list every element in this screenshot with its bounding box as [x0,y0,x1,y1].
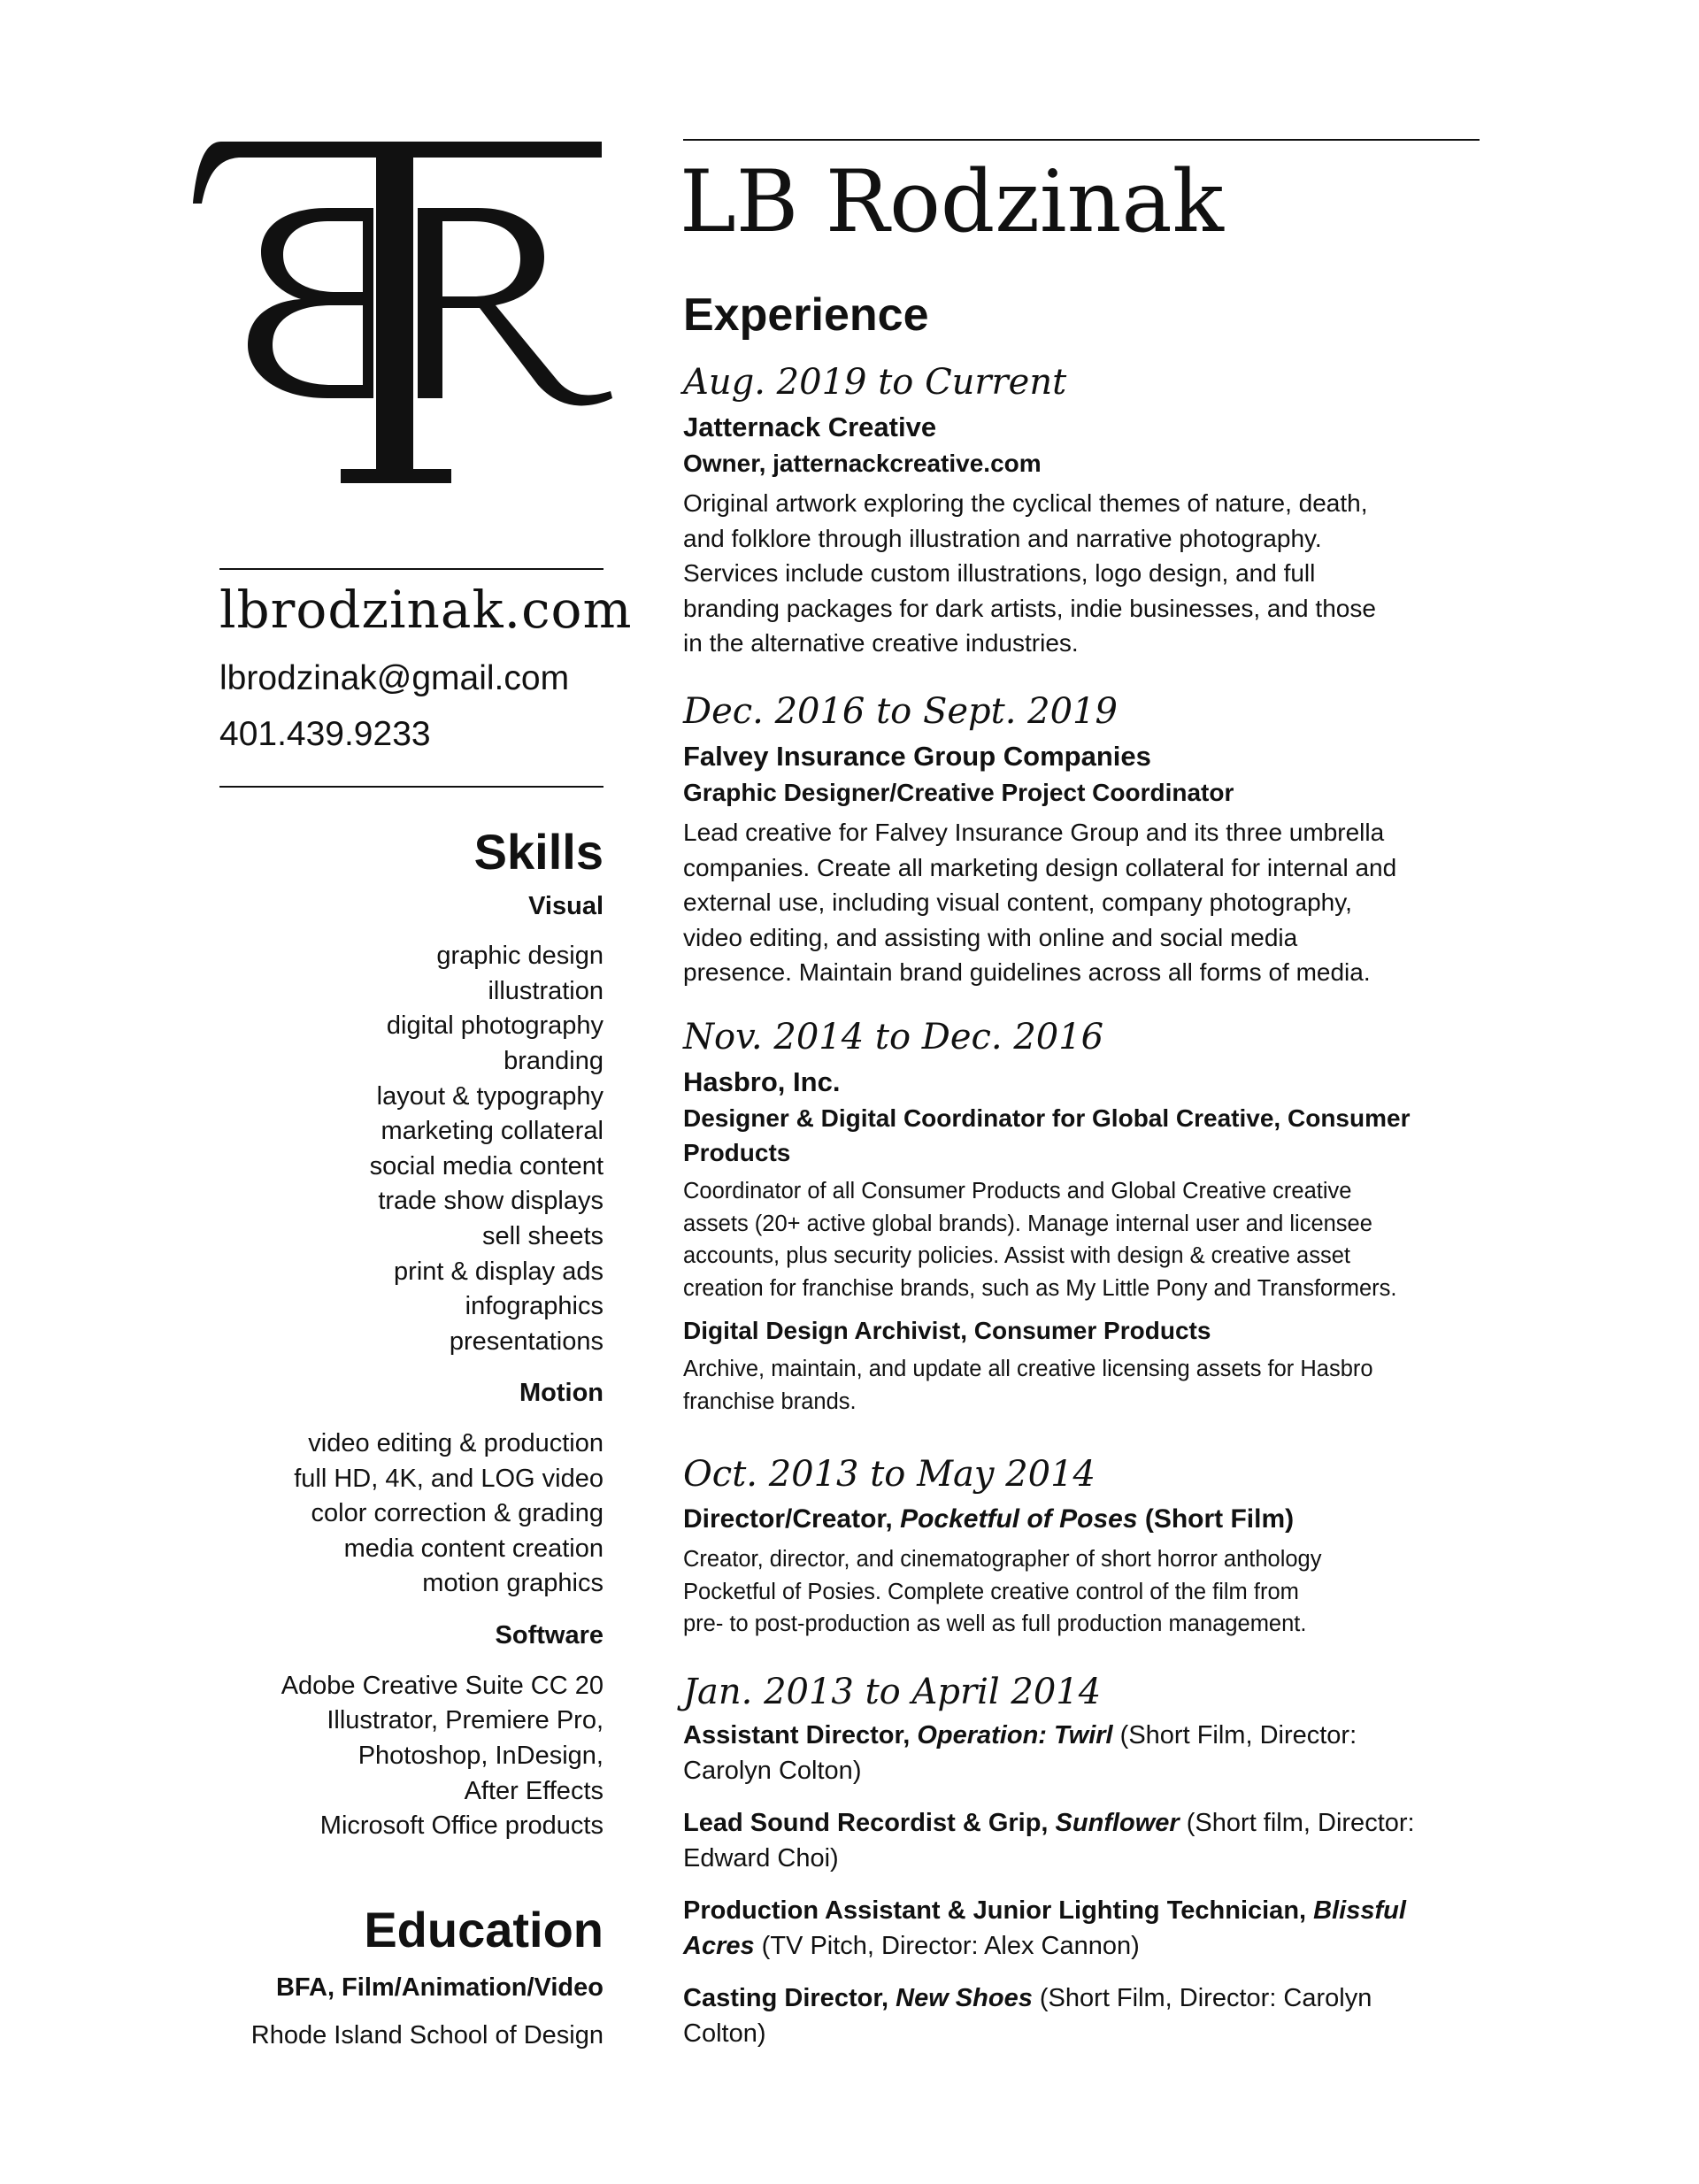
desc-line: pre- to post-production as well as full production management. [683,1611,1307,1636]
film-title: Operation: Twirl [917,1721,1113,1750]
skill-item: marketing collateral [381,1117,603,1146]
job-role [683,1101,1480,1170]
skills-heading: Skills [473,824,603,880]
credit-role: Assistant Director, [683,1721,918,1750]
job-entry [683,690,1480,990]
job-role-secondary: Digital Design Archivist, Consumer Products [683,1317,1211,1345]
skill-item: illustration [488,976,603,1005]
credit-role: Production Assistant & Junior Lighting Technician, [683,1896,1314,1925]
skills-visual-heading: Visual [528,891,603,920]
job-entry [683,1016,1480,1418]
desc-line: external use, including visual content, company photography, [683,888,1352,917]
job-date: Oct. 2013 to May 2014 [683,1454,1096,1495]
role-line: Designer & Digital Coordinator for Global Creative, Consumer [683,1104,1411,1132]
desc-line: Services include custom illustrations, logo design, and full [683,559,1316,588]
education-degree: BFA, Film/Animation/Video [275,1973,603,2002]
skill-item: Microsoft Office products [319,1811,603,1841]
credit-item [683,1981,1480,2051]
skill-item: Illustrator, Premiere Pro, [327,1706,603,1735]
job-date: Nov. 2014 to Dec. 2016 [683,1017,1104,1057]
credit-detail: (Short Film, Director: [1112,1721,1357,1750]
skill-item: trade show displays [378,1187,603,1216]
skill-item: After Effects [464,1776,603,1805]
spacer [683,1304,1480,1313]
monogram-logo [186,133,628,504]
credit-detail: (Short Film, Director: Carolyn [1032,1984,1372,2012]
desc-line: Creator, director, and cinematographer of short horror anthology [683,1547,1322,1572]
skill-item: motion graphics [422,1569,603,1598]
skills-visual-list [204,939,603,1359]
credit-detail: (TV Pitch, Director: Alex Cannon) [754,1931,1140,1960]
contact-bottom-divider [219,786,603,788]
desc-line: presence. Maintain brand guidelines across all forms of media. [683,958,1371,987]
skill-item: presentations [449,1327,603,1356]
job-description-secondary [683,1353,1480,1418]
job-entry [683,1453,1480,1641]
film-title: Acres [683,1931,755,1960]
credit-item [683,1894,1480,1964]
credit-detail: Carolyn Colton) [683,1756,862,1785]
skills-section [204,825,603,1862]
job-entry [683,361,1480,661]
skill-item: graphic design [436,942,603,971]
credit-detail: Colton) [683,2019,766,2048]
job-description [683,486,1480,661]
skills-motion-list [204,1427,603,1602]
film-title: Pocketful of Poses [900,1504,1138,1534]
desc-line: branding packages for dark artists, indie businesses, and those [683,594,1376,622]
desc-line: and folklore through illustration and narrative photography. [683,524,1322,552]
job-company: Falvey Insurance Group Companies [683,741,1151,772]
skill-item: infographics [465,1292,603,1321]
job-date: Aug. 2019 to Current [683,362,1067,403]
film-title: New Shoes [896,1984,1033,2012]
credit-item [683,1806,1480,1876]
desc-line: in the alternative creative industries. [683,629,1079,658]
page-title: LB Rodzinak [680,152,1224,251]
desc-line: Pocketful of Posies. Complete creative control of the film from [683,1579,1299,1604]
education-heading: Education [364,1902,603,1957]
skill-item: sell sheets [481,1222,603,1251]
skill-item: social media content [369,1151,603,1180]
credit-item [683,1719,1480,1788]
credit-role: Lead Sound Recordist & Grip, [683,1809,1056,1837]
job-date: Jan. 2013 to April 2014 [683,1672,1102,1712]
website-link[interactable]: lbrodzinak.com [219,580,633,640]
skill-item: media content creation [343,1534,603,1563]
skills-software-list [204,1669,603,1844]
header-divider [683,139,1480,141]
education-section [204,1903,603,2054]
credit-detail: (Short film, Director: [1179,1809,1415,1837]
job-description [683,815,1480,990]
job-company: Hasbro, Inc. [683,1066,841,1097]
skill-item: print & display ads [394,1257,603,1286]
role-suffix: (Short Film) [1137,1504,1295,1534]
desc-line: Original artwork exploring the cyclical themes of nature, death, [683,489,1368,518]
desc-line: accounts, plus security policies. Assist with design & creative asset [683,1243,1351,1269]
skill-item: Adobe Creative Suite CC 20 [281,1671,603,1700]
job-role [683,1501,1480,1538]
skill-item: video editing & production [308,1429,603,1458]
skill-item: full HD, 4K, and LOG video [294,1464,603,1493]
skills-motion-heading: Motion [519,1379,603,1408]
desc-line: companies. Create all marketing design collateral for internal and [683,853,1397,881]
job-date: Dec. 2016 to Sept. 2019 [683,691,1118,732]
job-description [683,1175,1480,1304]
credit-role: Casting Director, [683,1984,896,2012]
job-description [683,1543,1480,1641]
film-title: Blissful [1313,1896,1406,1925]
experience-heading: Experience [683,289,929,341]
skill-item: Photoshop, InDesign, [357,1741,603,1770]
skill-item: digital photography [386,1011,603,1041]
education-school: Rhode Island School of Design [250,2021,603,2050]
desc-line: Lead creative for Falvey Insurance Group and its three umbrella [683,819,1385,847]
skill-item: color correction & grading [311,1499,603,1528]
job-role: Graphic Designer/Creative Project Coordinator [683,778,1234,806]
job-company: Jatternack Creative [683,411,937,442]
film-title: Sunflower [1055,1809,1180,1837]
contact-top-divider [219,568,603,570]
role-prefix: Director/Creator, [683,1504,901,1534]
phone-number[interactable]: 401.439.9233 [219,715,431,753]
desc-line: creation for franchise brands, such as My Little Pony and Transformers. [683,1275,1397,1301]
skills-software-heading: Software [495,1621,603,1650]
desc-line: Archive, maintain, and update all creative licensing assets for Hasbro [683,1357,1373,1382]
skill-item: layout & typography [376,1081,603,1111]
desc-line: franchise brands. [683,1388,857,1414]
desc-line: video editing, and assisting with online and social media [683,923,1298,951]
desc-line: Coordinator of all Consumer Products and Global Creative creative [683,1179,1352,1204]
job-role: Owner, jatternackcreative.com [683,449,1042,477]
role-line: Products [683,1139,791,1167]
job-entry [683,1671,1480,2069]
skill-item: branding [504,1047,603,1076]
email-link[interactable]: lbrodzinak@gmail.com [219,659,570,697]
desc-line: assets (20+ active global brands). Manage internal user and licensee [683,1211,1372,1236]
credit-detail: Edward Choi) [683,1843,839,1873]
